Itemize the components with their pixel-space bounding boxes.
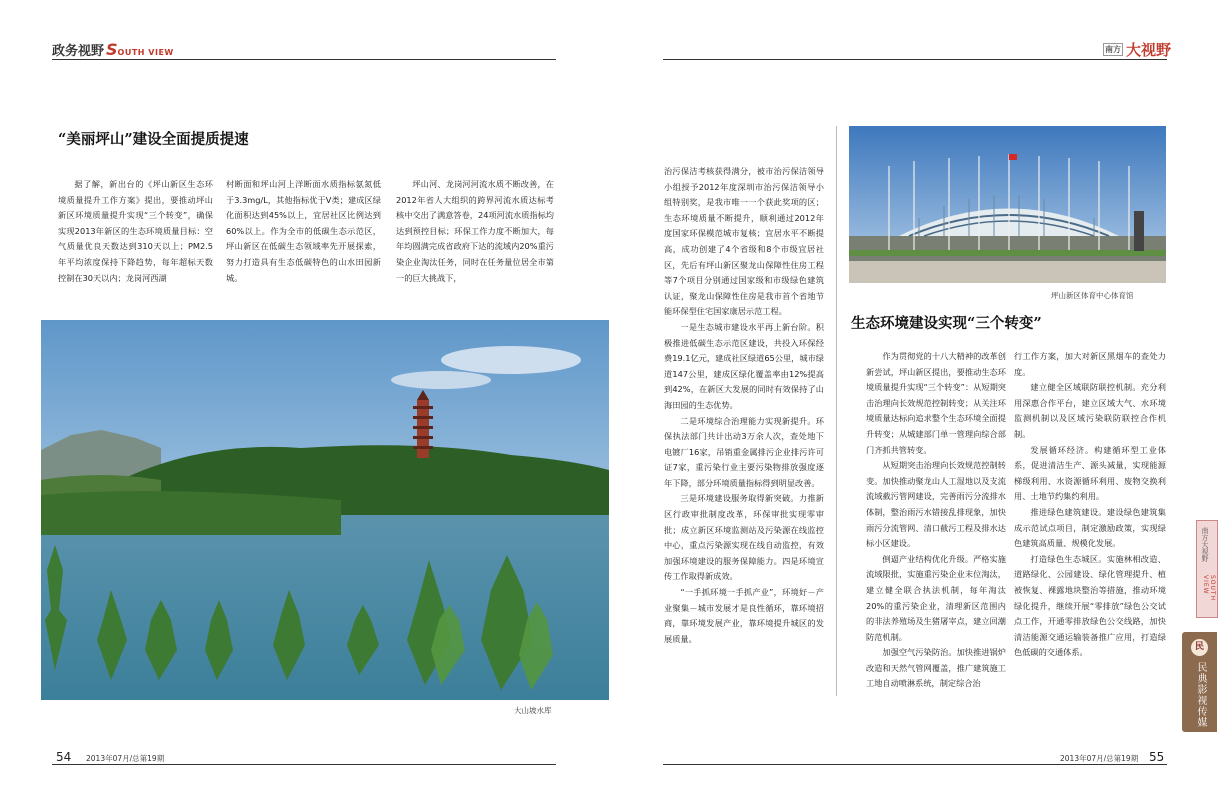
header-rule-right bbox=[663, 59, 1167, 60]
magazine-title: 大视野 bbox=[1126, 41, 1172, 59]
paragraph: 行工作方案，加大对新区黑烟车的查处力度。 bbox=[1014, 351, 1166, 377]
publisher-seal-icon: 民 bbox=[1191, 639, 1208, 656]
footer-rule-left bbox=[52, 764, 556, 765]
running-header-right bbox=[1103, 39, 1171, 60]
paragraph: 作为贯彻党的十八大精神的改革创新尝试，坪山新区提出，要推动生态环境质量提升实现“三个转变”：从短期突击治理向长效规范控制转变；从关注环境质量达标向追求整个生态环境全面提升转变；从城建部门单一管理向综合部门齐抓共管转变。 bbox=[866, 351, 1006, 455]
south-view-initial: S bbox=[106, 40, 118, 59]
stadium-image bbox=[849, 126, 1166, 283]
article-headline: “美丽坪山”建设全面提质提速 bbox=[58, 131, 249, 148]
reservoir-image bbox=[41, 320, 609, 700]
text-column-4 bbox=[664, 164, 824, 712]
paragraph: 坪山河、龙岗河河流水质不断改善，在2012年省人大组织的跨界河流水质达标考核中交出了满意答卷，24项河流水质指标均达到预控目标；环保工作力度不断加大，每年均圆满完成省政府下达的流域内20%重污染企业淘汰任务，同时在任务量位居全市第一的巨大挑战下， bbox=[396, 179, 554, 283]
page-number-right: 55 bbox=[1149, 750, 1165, 764]
issue-label-right: 2013年07月/总第19期 bbox=[1060, 754, 1139, 763]
section-headline: 生态环境建设实现“三个转变” bbox=[851, 315, 1042, 332]
paragraph: 村断面和坪山河上洋断面水质指标氨氮低于3.3mg/L，其他指标优于V类；建成区绿化面积达到45%以上，宜居社区比例达到60%以上。作为全市的低碳生态示范区，坪山新区在低碳生态领域率先开展探索，努力打造具有生态低碳特色的山水田园新城。 bbox=[226, 179, 381, 283]
paragraph: 二是环境综合治理能力实现新提升。环保执法部门共计出动3万余人次，查处地下电镀厂16家，吊销重金属排污企业排污许可证7家，重污染行业主要污染物排放强度逐年下降，部分环境质量指标得到明显改善。 bbox=[664, 415, 824, 488]
paragraph: 发展循环经济。构建循环型工业体系，促进清洁生产、源头减量，实现能源梯级利用、水资源循环利用、废物交换利用、土地节约集约利用。 bbox=[1014, 444, 1166, 502]
section-tab bbox=[1196, 520, 1218, 618]
section-tab-subtitle: SOUTH VIEW bbox=[1202, 575, 1216, 602]
paragraph: 加强空气污染防治。加快推进锅炉改造和天然气管网覆盖，推广建筑施工工地自动喷淋系统，制定综合治 bbox=[866, 647, 1006, 689]
footer-rule-right bbox=[663, 764, 1167, 765]
header-rule-left bbox=[52, 59, 556, 60]
section-title: 政务视野 bbox=[52, 44, 105, 59]
publisher-tab bbox=[1182, 632, 1217, 732]
running-header-left bbox=[52, 40, 174, 59]
reservoir-caption: 大山坡水库 bbox=[514, 706, 552, 715]
text-column-1 bbox=[58, 177, 213, 297]
page-number-left: 54 bbox=[56, 750, 72, 764]
issue-label-left: 2013年07月/总第19期 bbox=[86, 754, 165, 763]
publisher-name: 民典影视传媒 bbox=[1195, 662, 1206, 728]
paragraph: 倒逼产业结构优化升级。严格实施流域限批，实施重污染企业末位淘汰，建立健全联合执法机制，每年淘汰20%的重污染企业，清理新区范围内的非法养殖场及生猪屠宰点，建立回潮防范机制。 bbox=[866, 553, 1006, 642]
stadium-caption: 坪山新区体育中心体育馆 bbox=[1051, 291, 1134, 300]
south-view-text: OUTH VIEW bbox=[117, 48, 174, 57]
paragraph: 打造绿色生态城区。实施林相改造、道路绿化、公园建设、绿化管理提升、植被恢复、裸露地块整治等措施，推动环境绿化提升，继续开展“零排放”绿色公交试点工作，开通零排放绿色公交线路，加快清洁能源交通运输装备推广应用，打造绿色低碳的交通体系。 bbox=[1014, 553, 1166, 658]
paragraph: 三是环境建设服务取得新突破。力推新区行政审批制度改革，环保审批实现零审批；成立新区环境监测站及污染源在线监控中心，重点污染源实现在线自动监控，有效加强环境建设的服务保障能力。四是环境宣传工作取得新成效。 bbox=[664, 493, 824, 582]
paragraph: “一手抓环境一手抓产业”，环境好－产业聚集－城市发展才是良性循环，靠环境招商，靠环境发展产业，靠环境提升城区的发展质量。 bbox=[664, 587, 824, 644]
paragraph: 建立健全区域联防联控机制。充分利用深惠合作平台，建立区域大气、水环境监测机制以及区域污染联防联控合作机制。 bbox=[1014, 382, 1166, 439]
text-column-3 bbox=[396, 177, 554, 297]
paragraph: 从短期突击治理向长效规范控制转变。加快推动聚龙山人工湿地以及支流流域截污管网建设，完善雨污分流排水体制，整治雨污水错接乱排现象，加快雨污分流管网、清口截污工程及排水达标小区建设。 bbox=[866, 460, 1006, 549]
column-divider bbox=[836, 126, 837, 696]
magazine-logo: 南方 bbox=[1105, 45, 1121, 54]
paragraph: 据了解，新出台的《坪山新区生态环境质量提升工作方案》提出，要推动坪山新区环境质量提升实现“三个转变”，确保实现2013年新区的生态环境质量目标：空气质量优良天数达到310天以上；PM2.5年平均浓度保持下降趋势，每年超标天数控制在30天以内；龙岗河西湖 bbox=[58, 179, 213, 283]
text-column-6 bbox=[1014, 349, 1166, 699]
stadium-photo bbox=[849, 126, 1166, 283]
paragraph: 治污保洁考核获得满分，被市治污保洁领导小组授予2012年度深圳市治污保洁领导小组特别奖，是我市唯一一个获此奖项的区；生态环境质量不断提升，顺利通过2012年度国家环保模范城市复核；宜居水平不断提高，成功创建了4个省级和8个市级宜居社区，先后有坪山新区聚龙山保障性住房工程等7个项目分别通过国家级和市级绿色建筑认证，聚龙山保障性住房是我市首个省地节能环保型住宅国家康居示范工程。 bbox=[664, 166, 824, 317]
reservoir-photo bbox=[41, 320, 609, 700]
paragraph: 推进绿色建筑建设。建设绿色建筑集成示范试点项目，制定激励政策，实现绿色建筑高质量、规模化发展。 bbox=[1014, 506, 1166, 549]
section-tab-title: 南方大视野 bbox=[1201, 527, 1209, 562]
paragraph: 一是生态城市建设水平再上新台阶。积极推进低碳生态示范区建设，共投入环保经费19.1亿元，建成社区绿道65公里，城市绿道147公里，建成区绿化覆盖率由12%提高到42%，在新区大发展的同时有效保持了山海田园的生态优势。 bbox=[664, 321, 824, 410]
text-column-2 bbox=[226, 177, 381, 297]
text-column-5 bbox=[866, 349, 1006, 699]
